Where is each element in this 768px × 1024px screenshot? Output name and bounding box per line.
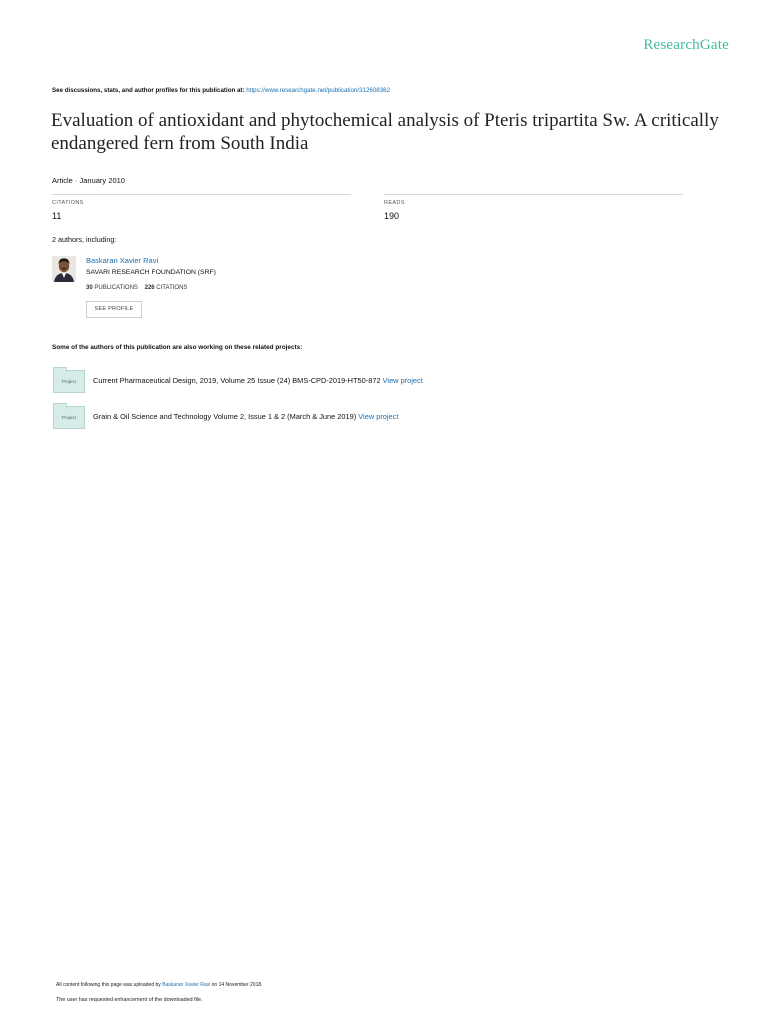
citations-label: CITATIONS — [52, 200, 84, 206]
project-icon-label: Project — [61, 379, 76, 384]
article-title: Evaluation of antioxidant and phytochemical analysis of Pteris tripartita Sw. A critically endangered fern from South India — [51, 110, 719, 154]
see-profile-button[interactable]: SEE PROFILE — [86, 301, 142, 318]
enhancement-note: The user has requested enhancement of the downloaded file. — [56, 997, 203, 1003]
upload-note-prefix: All content following this page was uploaded by — [56, 982, 161, 988]
author-name-link[interactable]: Baskaran Xavier Ravi — [86, 256, 159, 265]
author-avatar[interactable] — [52, 256, 76, 282]
citations-value: 11 — [52, 211, 62, 221]
upload-note-suffix: on 14 November 2018. — [211, 982, 263, 988]
view-project-link[interactable]: View project — [358, 412, 399, 421]
related-projects-heading: Some of the authors of this publication are also working on these related projects: — [52, 344, 303, 351]
reads-label: READS — [384, 200, 405, 206]
reads-divider — [384, 194, 683, 195]
researchgate-logo[interactable]: ResearchGate — [643, 37, 729, 53]
discussion-line — [52, 87, 390, 94]
view-project-link[interactable]: View project — [382, 376, 423, 385]
author-publications-count: 30 — [86, 285, 93, 291]
upload-note — [56, 982, 263, 988]
article-meta: Article · January 2010 — [52, 176, 125, 185]
author-publications-label: PUBLICATIONS — [94, 285, 138, 291]
reads-value: 190 — [384, 211, 400, 221]
author-stats — [86, 285, 187, 291]
project-title: Grain & Oil Science and Technology Volume 2, Issue 1 & 2 (March & June 2019) — [93, 412, 357, 421]
author-institution: SAVARI RESEARCH FOUNDATION (SRF) — [86, 269, 216, 276]
authors-heading: 2 authors, including: — [52, 235, 117, 244]
project-item — [93, 376, 423, 385]
project-icon-label: Project — [61, 415, 76, 420]
project-item — [93, 412, 398, 421]
project-title: Current Pharmaceutical Design, 2019, Volume 25 Issue (24) BMS-CPD-2019-HT50-872 — [93, 376, 381, 385]
uploader-link[interactable]: Baskaran Xavier Ravi — [162, 982, 211, 988]
author-citations-label: CITATIONS — [156, 285, 188, 291]
author-citations-count: 226 — [144, 285, 155, 291]
publication-url-link[interactable]: https://www.researchgate.net/publication/312608362 — [246, 87, 391, 94]
project-folder-icon — [53, 406, 85, 429]
project-folder-icon — [53, 370, 85, 393]
discussion-prefix: See discussions, stats, and author profiles for this publication at: — [52, 87, 245, 94]
citations-divider — [52, 194, 351, 195]
